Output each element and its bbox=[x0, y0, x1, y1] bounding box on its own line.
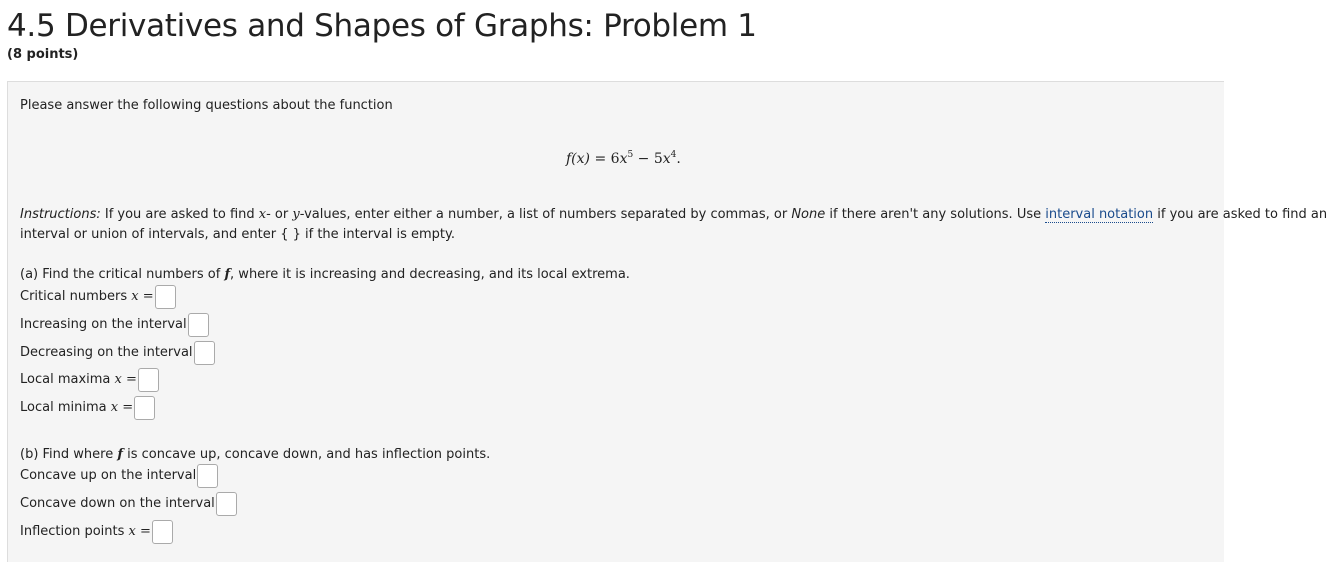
interval-notation-link[interactable]: interval notation bbox=[1045, 207, 1154, 222]
increasing-row bbox=[20, 313, 209, 339]
critical-numbers-input[interactable] bbox=[155, 285, 176, 309]
formula-lhs: f(x) bbox=[566, 151, 591, 167]
critical-numbers-x-eq: x = bbox=[131, 289, 154, 304]
instructions-line-2: interval or union of intervals, and enter { } if the interval is empty. bbox=[20, 227, 455, 242]
local-minima-input[interactable] bbox=[134, 396, 155, 420]
decreasing-row bbox=[20, 341, 215, 367]
problem-panel bbox=[7, 81, 1327, 562]
part-a-prompt bbox=[20, 265, 630, 285]
increasing-label: Increasing on the interval bbox=[20, 317, 187, 332]
concave-down-row bbox=[20, 492, 237, 518]
function-formula bbox=[566, 149, 681, 169]
intro-text: Please answer the following questions about the function bbox=[20, 98, 393, 113]
formula-exp1: 5 bbox=[627, 150, 634, 160]
concave-down-input[interactable] bbox=[216, 492, 237, 516]
instructions-line-1 bbox=[20, 205, 1327, 225]
part-b-prompt-post: is concave up, concave down, and has inflection points. bbox=[122, 447, 491, 462]
part-a-prompt-post: , where it is increasing and decreasing, and its local extrema. bbox=[230, 267, 630, 282]
instructions-text-1: If you are asked to find bbox=[100, 207, 259, 222]
local-maxima-row bbox=[20, 368, 159, 394]
formula-exp2: 4 bbox=[670, 150, 677, 160]
instructions-text-3: -values, enter either a number, a list of numbers separated by commas, or bbox=[299, 207, 792, 222]
inflection-points-label: Inflection points bbox=[20, 524, 125, 539]
formula-x1: x bbox=[619, 151, 628, 167]
instructions-text-2: - or bbox=[266, 207, 293, 222]
decreasing-input[interactable] bbox=[194, 341, 215, 365]
inflection-points-x-eq: x = bbox=[128, 524, 151, 539]
part-b-f: f bbox=[117, 447, 123, 462]
local-maxima-x-eq: x = bbox=[114, 372, 137, 387]
part-a-f: f bbox=[224, 267, 231, 282]
inflection-points-row bbox=[20, 520, 173, 546]
part-b-prompt bbox=[20, 445, 490, 465]
part-b-prompt-pre: (b) Find where bbox=[20, 447, 118, 462]
local-maxima-label: Local maxima bbox=[20, 372, 111, 387]
local-minima-row bbox=[20, 396, 155, 422]
instructions-text-5: if you are asked to find an bbox=[1153, 207, 1327, 222]
formula-x2: x bbox=[662, 151, 671, 167]
points-label: (8 points) bbox=[7, 47, 79, 62]
concave-up-row bbox=[20, 464, 218, 490]
instructions-x: x bbox=[258, 207, 267, 222]
critical-numbers-label: Critical numbers bbox=[20, 289, 128, 304]
increasing-input[interactable] bbox=[188, 313, 209, 337]
instructions-none: None bbox=[791, 207, 826, 222]
instructions-y: y bbox=[292, 207, 300, 222]
concave-up-input[interactable] bbox=[197, 464, 218, 488]
instructions-label: Instructions: bbox=[20, 207, 101, 222]
page-title: 4.5 Derivatives and Shapes of Graphs: Problem 1 bbox=[7, 8, 757, 44]
formula-end: . bbox=[676, 151, 681, 167]
critical-numbers-row bbox=[20, 285, 176, 311]
local-maxima-input[interactable] bbox=[138, 368, 159, 392]
concave-up-label: Concave up on the interval bbox=[20, 468, 197, 483]
inflection-points-input[interactable] bbox=[152, 520, 173, 544]
concave-down-label: Concave down on the interval bbox=[20, 496, 215, 511]
decreasing-label: Decreasing on the interval bbox=[20, 345, 193, 360]
formula-minus: − 5 bbox=[633, 151, 663, 167]
local-minima-x-eq: x = bbox=[110, 400, 134, 415]
part-a-prompt-pre: (a) Find the critical numbers of bbox=[20, 267, 225, 282]
instructions-text-4: if there aren't any solutions. Use bbox=[825, 207, 1046, 222]
formula-eq: = 6 bbox=[590, 151, 620, 167]
local-minima-label: Local minima bbox=[20, 400, 107, 415]
